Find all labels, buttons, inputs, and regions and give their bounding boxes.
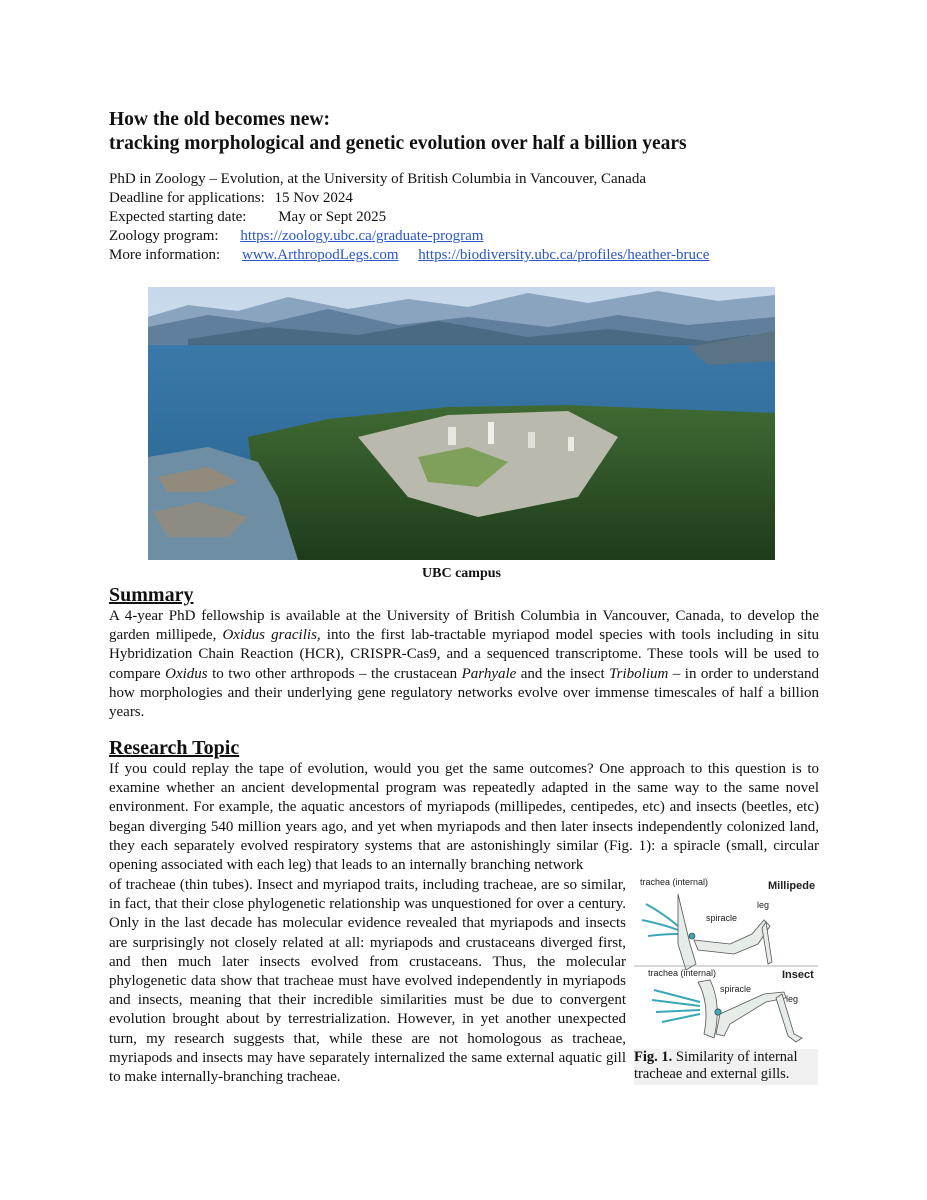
millipede-trachea-tubes: [642, 904, 678, 936]
figure-caption-text: Similarity of internal tracheae and external gills.: [634, 1049, 798, 1082]
species-name-oxidus: Oxidus: [165, 665, 208, 682]
summary-section: [109, 584, 819, 722]
start-date-value: May or Sept 2025: [278, 209, 387, 225]
trachea-diagram: [634, 874, 818, 1044]
start-date-row: [109, 208, 819, 227]
photo-caption: UBC campus: [422, 566, 501, 581]
millipede-spiracle-label: spiracle: [706, 913, 738, 923]
insect-title: Insect: [782, 969, 814, 981]
summary-text-4: and the insect: [516, 665, 610, 682]
summary-text-3: to two other arthropods – the crustacean: [207, 665, 462, 682]
millipede-body-wall: [678, 894, 696, 970]
insect-leg: [716, 992, 786, 1036]
species-name-parhyale: Parhyale: [461, 665, 517, 682]
insect-leg-label: leg: [786, 994, 799, 1004]
zoology-program-label: Zoology program:: [109, 228, 219, 244]
species-name-tribolium: Tribolium: [609, 665, 669, 682]
insect-spiracle-label: spiracle: [720, 984, 752, 994]
insect-trachea-tubes: [652, 990, 700, 1022]
summary-heading: Summary: [109, 584, 194, 606]
research-paragraph-full: If you could replay the tape of evolution, would you get the same outcomes? One approach to this question is to examine whether an ancient developmental program was repeatedly adapted in the same way to the same novel environment. For example, the aquatic ancestors of myriapods (millipedes, centipedes, etc) and insects (beetles, etc) began diverging 540 million years ago, and yet when myriapods and then later insects independently colonized land, they each separately evolved respiratory systems that are astonishingly similar (Fig. 1): a spiracle (small, circular opening associated with each leg) that leads to an internally branching network: [109, 761, 819, 874]
figure-1: [634, 874, 818, 1085]
millipede-trachea-label: trachea (internal): [640, 877, 709, 887]
summary-text-5: – in order to understand how morphologies and their underlying gene regulatory networks evolve over immense timescales of half a billion years.: [109, 665, 819, 721]
figure-caption-label: Fig. 1.: [634, 1049, 673, 1065]
insect-body-wall: [698, 980, 717, 1038]
more-info-row: [109, 246, 819, 265]
millipede-leg: [694, 920, 770, 954]
millipede-leg-label: leg: [757, 900, 770, 910]
figure-caption: [634, 1049, 818, 1085]
research-paragraph-narrow: of tracheae (thin tubes). Insect and myriapod traits, including tracheae, are so similar, in fact, that their close phylogenetic relationship was unquestioned for over a century. Only in the last decade has molecular evidence revealed that myriapods and insects are surprisingly not closely related at all: myriapods and crustaceans diverged first, and then much later insects evolved from crustaceans. Thus, the molecular phylogenetic data show that tracheae must have evolved independently in myriapods and insects, meaning that their incredible similarities must be due to convergent evolution brought about by terrestrialization. However, in yet another unexpected turn, my research suggests that, while these are not homologous as tracheae, myriapods and insects may have separately internalized the same external aquatic gill to make internally-branching tracheae.: [109, 877, 626, 1086]
deadline-label: Deadline for applications:: [109, 190, 265, 206]
millipede-leg-tip: [762, 922, 772, 964]
more-info-label: More information:: [109, 247, 221, 263]
summary-text-1: A 4-year PhD fellowship is available at the University of British Columbia in Vancouver, Canada, to develop the garden millipede,: [109, 608, 819, 644]
title-line-2: tracking morphological and genetic evolution over half a billion years: [109, 133, 687, 154]
millipede-title: Millipede: [768, 880, 816, 892]
summary-text-2: into the first lab-tractable myriapod model species with tools including in situ Hybridization Chain Reaction (HCR), CRISPR-Cas9, and a sequenced transcriptome. These tools will be used to compare: [109, 627, 819, 682]
research-paragraph-wrapped: [109, 876, 626, 1087]
arthropod-legs-link[interactable]: www.ArthropodLegs.com: [241, 247, 399, 263]
document-header: [109, 108, 819, 265]
ubc-campus-photo: [148, 287, 775, 560]
insect-panel: [648, 968, 814, 1042]
program-line: PhD in Zoology – Evolution, at the University of British Columbia in Vancouver, Canada: [109, 171, 646, 187]
program-details: [109, 170, 819, 265]
millipede-spiracle: [689, 933, 695, 939]
insect-trachea-label: trachea (internal): [648, 968, 717, 978]
zoology-program-link[interactable]: https://zoology.ubc.ca/graduate-program: [240, 228, 484, 244]
species-name-oxidus-gracilis: Oxidus gracilis,: [222, 627, 321, 644]
deadline-value: 15 Nov 2024: [274, 190, 353, 206]
summary-paragraph: [109, 607, 819, 722]
deadline-row: [109, 189, 819, 208]
zoology-program-row: [109, 227, 819, 246]
research-topic-heading: Research Topic: [109, 737, 240, 759]
biodiversity-profile-link[interactable]: https://biodiversity.ubc.ca/profiles/heather-bruce: [418, 247, 710, 263]
research-topic-section: [109, 737, 819, 875]
start-date-label: Expected starting date:: [109, 209, 247, 225]
campus-aerial-illustration: [148, 287, 775, 560]
millipede-panel: [640, 877, 815, 970]
document-title: [109, 108, 819, 156]
title-line-1: How the old becomes new:: [109, 109, 330, 130]
